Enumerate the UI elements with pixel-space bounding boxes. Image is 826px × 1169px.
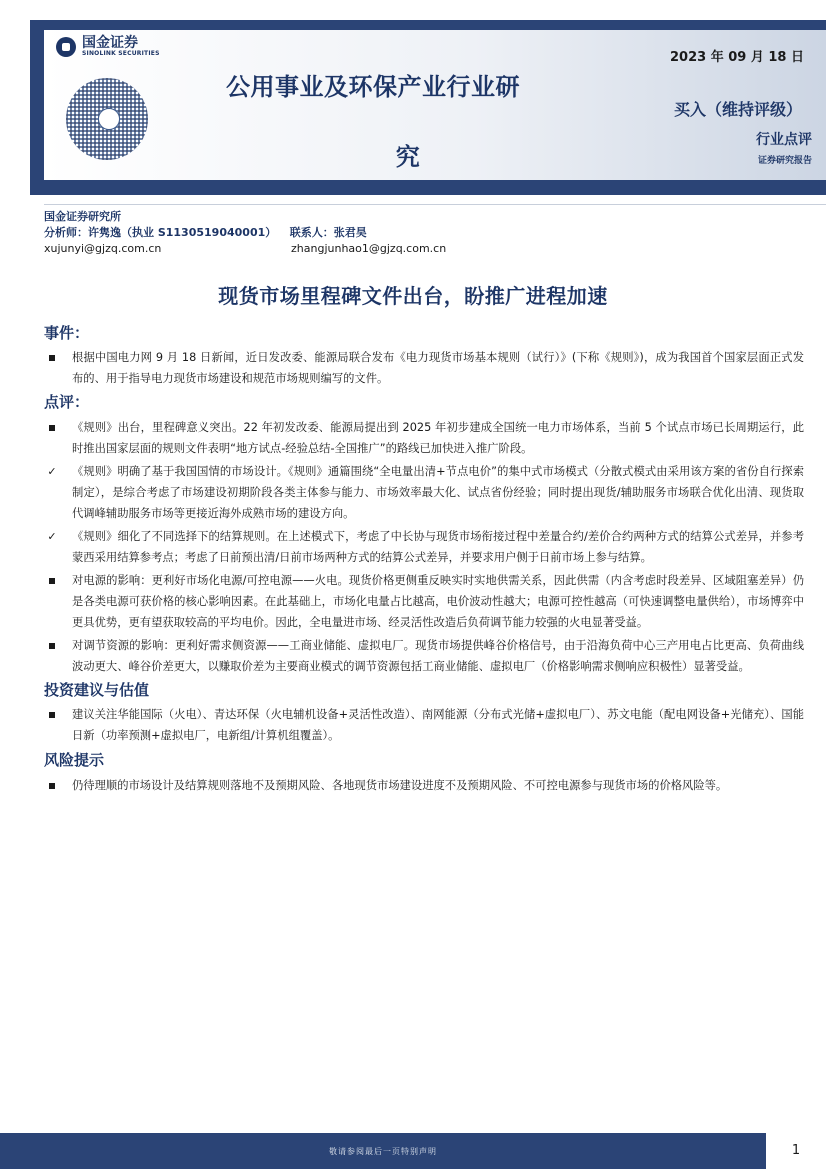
- analyst-label: 分析师：许隽逸（执业 S1130519040001）: [44, 226, 277, 239]
- logo-text-en: SINOLINK SECURITIES: [82, 50, 160, 57]
- institute-name: 国金证券研究所: [44, 210, 121, 223]
- footer-disclaimer: 敬请参阅最后一页特别声明: [329, 1147, 437, 1156]
- rating-badge: 买入（维持评级）: [673, 100, 802, 119]
- main-content: [44, 322, 804, 796]
- check-bullet-icon: ✓: [47, 530, 57, 544]
- author-block: [44, 209, 446, 257]
- square-bullet-icon: [44, 571, 60, 592]
- list-item: ✓ 《规则》明确了基于我国国情的市场设计。《规则》通篇围绕“全电量出清+节点电价”的集中式市场模式（分散式模式由采用该方案的省份自行探索制定），是综合考虑了市场建设初期阶段各类主体参与能力、市场效率最大化、试点省份经验；同时提出现货/辅助服务市场联合优化出清、现货取代调峰辅助服务市场等更接近海外成熟市场的建设方向。: [44, 462, 804, 524]
- analyst-email[interactable]: xujunyi@gjzq.com.cn: [44, 242, 162, 255]
- square-bullet-icon: [44, 705, 60, 726]
- list-item: 仍待理顺的市场设计及结算规则落地不及预期风险、各地现货市场建设进度不及预期风险、不可控电源参与现货市场的价格风险等。: [44, 776, 804, 797]
- square-bullet-icon: [44, 418, 60, 439]
- list-item: 对调节资源的影响：更利好需求侧资源——工商业储能、虚拟电厂。现货市场提供峰谷价格信号，由于沿海负荷中心三产用电占比更高、负荷曲线波动更大、峰谷价差更大，以赚取价差为主要商业模式的调节资源包括工商业储能、虚拟电厂（价格影响需求侧响应积极性）显著受益。: [44, 636, 804, 677]
- brand-logo: [56, 36, 160, 58]
- report-date: 2023 年 09 月 18 日: [670, 50, 804, 65]
- list-item: 根据中国电力网 9 月 18 日新闻，近日发改委、能源局联合发布《电力现货市场基本规则（试行）》(下称《规则》)，成为我国首个国家层面正式发布的、用于指导电力现货市场建设和规范市场规则编写的文件。: [44, 348, 804, 389]
- qr-center-logo-icon: [98, 108, 120, 130]
- logo-icon: [56, 37, 76, 57]
- list-item: 建议关注华能国际（火电）、青达环保（火电辅机设备+灵活性改造）、南网能源（分布式光储+虚拟电厂）、苏文电能（配电网设备+光储充）、国能日新（功率预测+虚拟电厂，电新组/计算机组覆盖）。: [44, 705, 804, 746]
- list-item: 对电源的影响：更利好市场化电源/可控电源——火电。现货价格更侧重反映实时实地供需关系，因此供需（内含考虑时段差异、区域阻塞差异）仍是各类电源可获价格的核心影响因素。在此基础上，市场化电量占比越高，电价波动性越大；电源可控性越高（可快速调整电量供给），市场博弈中更具优势，更有望获取较高的平均电价。因此，全电量进市场、经灵活性改造后负荷调节能力较强的火电显著受益。: [44, 571, 804, 633]
- square-bullet-icon: [44, 776, 60, 797]
- section-title-risk: 风险提示: [44, 750, 105, 769]
- section-title-event: 事件：: [44, 324, 90, 342]
- contact-email[interactable]: zhangjunhao1@gjzq.com.cn: [291, 242, 447, 255]
- logo-text-cn: 国金证券: [82, 35, 138, 51]
- list-item: ✓ 《规则》细化了不同选择下的结算规则。在上述模式下，考虑了中长协与现货市场衔接过程中差量合约/差价合约两种方式的结算公式差异，并参考蒙西采用结算参考点；考虑了日前预出清/日前市场两种方式的结算公式差异，并要求用户侧于日前市场上参与结算。: [44, 527, 804, 568]
- contact-label: 联系人：张君昊: [289, 226, 367, 239]
- report-type: 行业点评: [756, 132, 812, 148]
- headline: 现货市场里程碑文件出台，盼推广进程加速: [218, 284, 608, 308]
- square-bullet-icon: [44, 348, 60, 369]
- report-title: [226, 52, 626, 192]
- check-bullet-icon: ✓: [47, 465, 57, 479]
- report-title-line2: 究: [395, 143, 421, 171]
- section-title-comment: 点评：: [44, 393, 90, 412]
- report-title-line1: 公用事业及环保产业行业研: [226, 73, 520, 101]
- page-number: 1: [791, 1143, 801, 1158]
- section-title-invest: 投资建议与估值: [44, 681, 150, 700]
- divider: [44, 204, 826, 205]
- square-bullet-icon: [44, 636, 60, 657]
- list-item: 《规则》出台，里程碑意义突出。22 年初发改委、能源局提出到 2025 年初步建成全国统一电力市场体系，当前 5 个试点市场已长周期运行，此时推出国家层面的规则文件表明“地方试点-经验总结-全国推广”的路线已加快进入推广阶段。: [44, 418, 804, 459]
- report-kind: 证券研究报告: [757, 156, 812, 166]
